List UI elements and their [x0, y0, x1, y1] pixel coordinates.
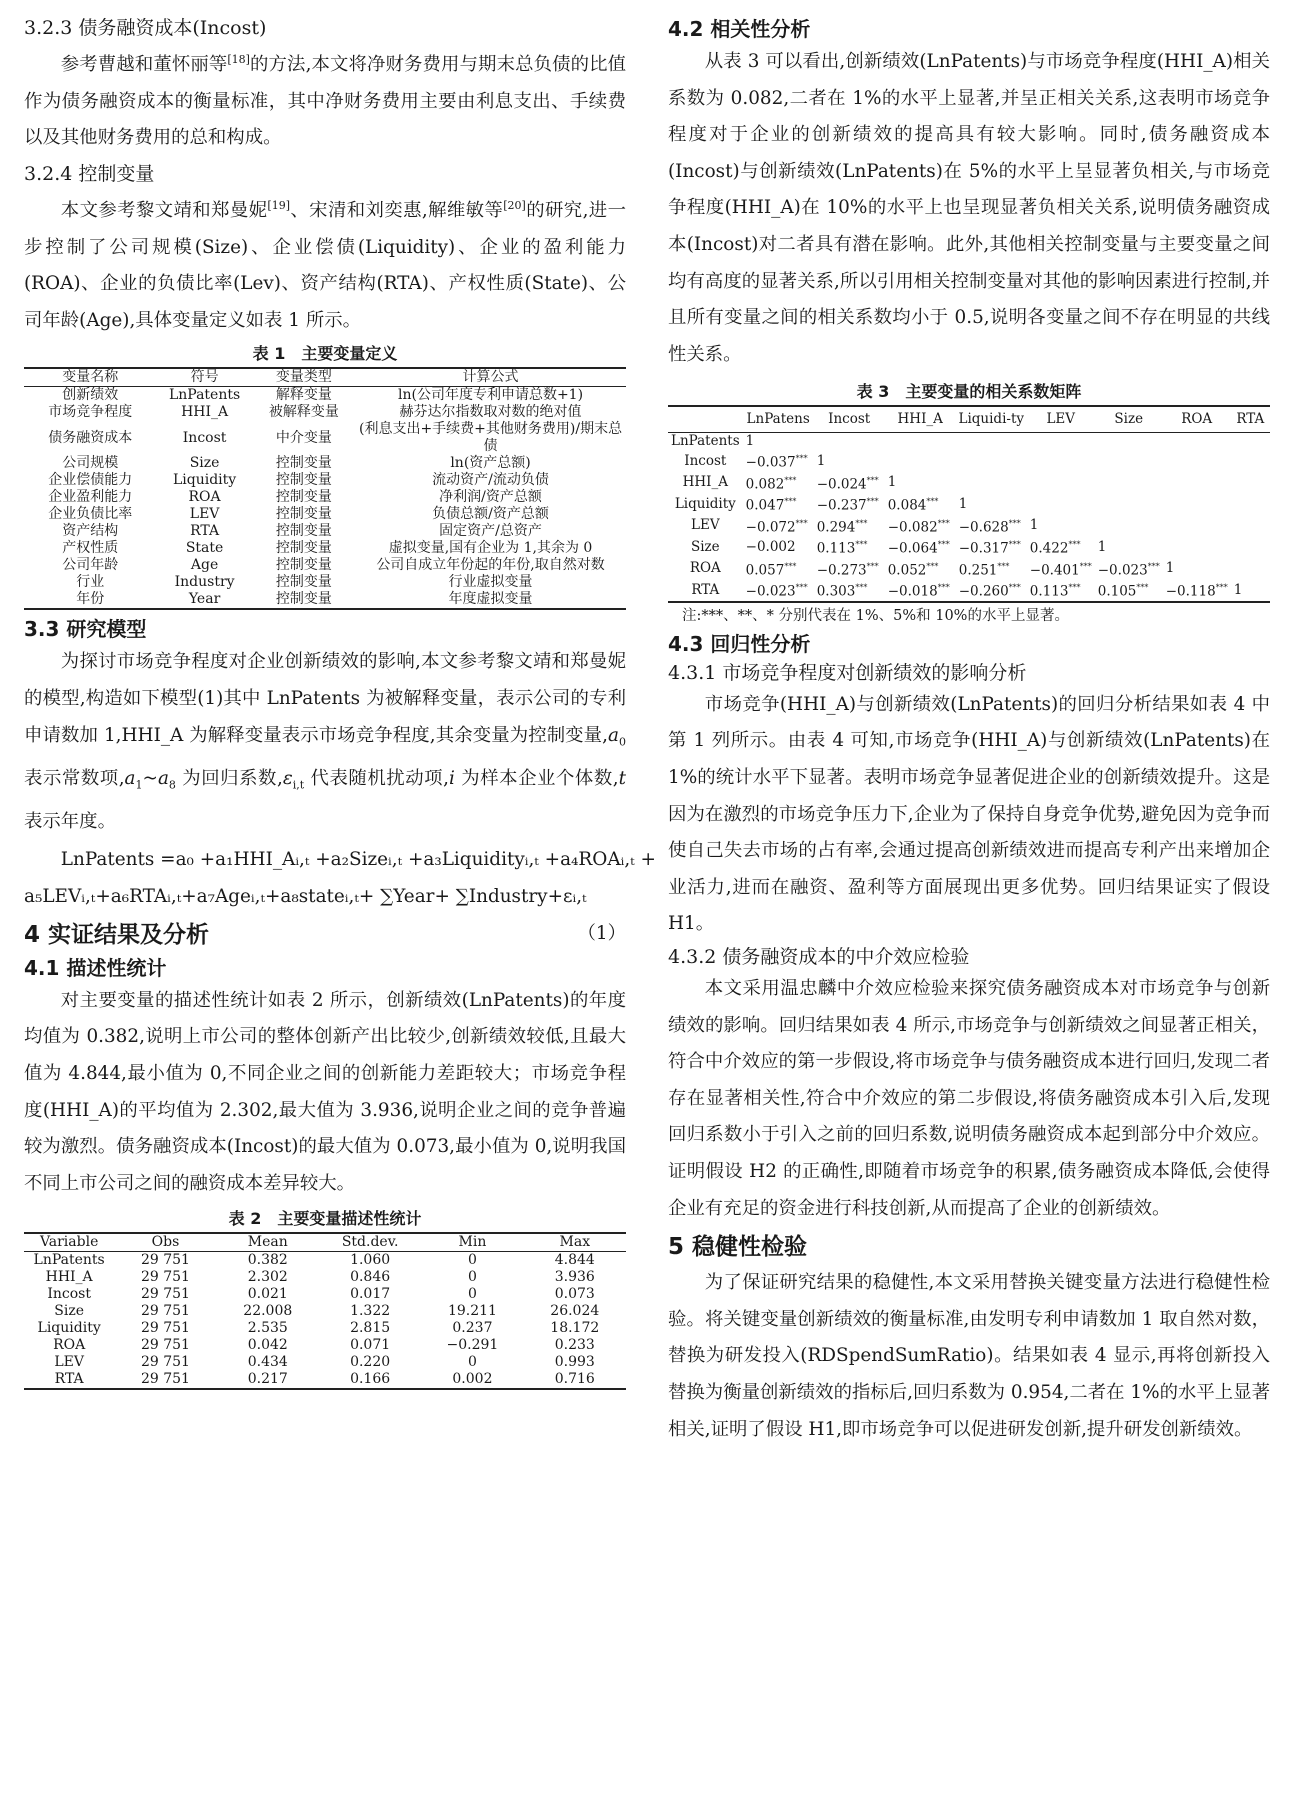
table-row — [24, 421, 626, 455]
table-row — [668, 579, 1270, 602]
table-cell: 解释变量 — [275, 387, 332, 404]
section-3-2-4-paragraph: 本文参考黎文靖和郑曼妮[19]、宋清和刘奕惠,解维敏等[20]的研究,进一步控制了公司规模(Size)、企业偿债(Liquidity)、企业的盈利能力(ROA)、企业的负债比率(Lev)、资产结构(RTA)、产权性质(State)、公司年龄(Age),具体变量定义如表 1 所示。 — [24, 198, 626, 331]
section-4-2-title: 4.2 相关性分析 — [668, 17, 811, 41]
table-cell: 公司年龄 — [62, 557, 119, 574]
table-cell — [1095, 450, 1163, 472]
section-4-1-paragraph: 对主要变量的描述性统计如表 2 所示，创新绩效(LnPatents)的年度均值为 0.382,说明上市公司的整体创新产出比较少,创新绩效较低,且最大值为 4.844,最小值为 0,不同企业之间的创新能力差距较大；市场竞争程度(HHI_A)的平均值为 2.302,最大值为 3.936,说明企业之间的竞争普遍较为激烈。债务融资成本(Incost)的最大值为 0.073,最小值为 0,说明我国不同上市公司之间的融资成本差异较大。 — [24, 989, 626, 1194]
table-header-cell: 符号 — [156, 368, 252, 387]
table-header-cell: Max — [524, 1233, 626, 1252]
table-header-cell: Mean — [217, 1233, 319, 1252]
table-cell: 控制变量 — [275, 455, 332, 472]
table-row — [24, 523, 626, 540]
table-cell: 公司规模 — [62, 455, 119, 472]
table-cell: 企业偿债能力 — [48, 472, 133, 489]
table-cell: 0.217 — [247, 1371, 288, 1388]
table-3-note: 注:***、**、* 分别代表在 1%、5%和 10%的水平上显著。 — [682, 607, 1069, 624]
table-row — [24, 1303, 626, 1320]
table-3 — [668, 405, 1270, 603]
table-header-cell: Min — [421, 1233, 523, 1252]
section-5-title: 5 稳健性检验 — [668, 1234, 808, 1261]
table-cell: 26.024 — [550, 1303, 600, 1320]
table-cell — [1231, 472, 1270, 494]
table-cell: 0.071 — [350, 1337, 391, 1354]
table-cell — [956, 472, 1027, 494]
table-cell: ln(资产总额) — [450, 455, 531, 472]
table-cell — [1027, 493, 1095, 515]
table-cell: 19.211 — [447, 1303, 497, 1320]
table-cell: 0.047*** — [745, 497, 797, 514]
table-row — [668, 558, 1270, 580]
table-row — [24, 1371, 626, 1389]
table-cell — [1027, 433, 1095, 451]
table-cell — [1095, 472, 1163, 494]
table-header-cell: 变量类型 — [253, 368, 355, 387]
table-row — [24, 506, 626, 523]
table-cell: 0.237 — [452, 1320, 493, 1337]
table-1 — [24, 367, 626, 610]
table-cell: −0.628*** — [958, 518, 1021, 536]
table-cell — [1095, 515, 1163, 537]
section-3-3-title: 3.3 研究模型 — [24, 617, 147, 642]
table-3-caption: 表 3 主要变量的相关系数矩阵 — [856, 382, 1082, 402]
table-cell: ln(公司年度专利申请总数+1) — [398, 387, 584, 404]
table-cell: 0.057*** — [745, 561, 797, 579]
table-cell: LEV — [189, 506, 220, 523]
table-row — [668, 493, 1270, 515]
table-cell: 2.302 — [247, 1269, 288, 1286]
table-cell: −0.401*** — [1029, 561, 1092, 579]
table-cell: 0.716 — [554, 1371, 595, 1388]
table-cell — [814, 433, 885, 451]
table-cell: 0 — [467, 1269, 477, 1286]
table-cell: RTA — [691, 581, 720, 598]
table-cell: HHI_A — [181, 404, 229, 421]
table-header-cell: ROA — [1163, 406, 1231, 433]
table-cell: 年度虚拟变量 — [448, 591, 533, 608]
table-row — [24, 591, 626, 609]
right-column — [668, 14, 1270, 1448]
table-cell: (利息支出+手续费+其他财务费用)/期末总债 — [358, 421, 623, 455]
table-cell: 净利润/资产总额 — [439, 489, 542, 506]
table-cell: 0.233 — [554, 1337, 595, 1354]
table-cell: 0.294*** — [816, 518, 868, 536]
table-cell — [1163, 433, 1231, 451]
table-cell: Industry — [174, 574, 235, 591]
table-cell: HHI_A — [45, 1269, 93, 1286]
section-4-3-title: 4.3 回归性分析 — [668, 631, 811, 656]
table-cell: 0.017 — [350, 1286, 391, 1303]
table-row — [668, 515, 1270, 537]
table-row — [668, 433, 1270, 451]
table-cell — [1163, 536, 1231, 558]
section-4-1-title: 4.1 描述性统计 — [24, 955, 167, 980]
table-cell: 行业 — [76, 574, 105, 591]
table-cell: 1 — [1233, 581, 1243, 598]
table-cell — [1231, 450, 1270, 472]
table-cell — [1231, 536, 1270, 558]
table-row — [24, 1337, 626, 1354]
table-cell: LEV — [54, 1354, 84, 1371]
table-header-cell: 计算公式 — [355, 368, 626, 387]
table-cell: 0.422*** — [1029, 540, 1081, 557]
table-cell: 0.084*** — [887, 497, 939, 514]
table-row — [24, 489, 626, 506]
table-cell: −0.037*** — [745, 454, 808, 471]
table-cell: Size — [54, 1303, 85, 1320]
table-cell: 0.434 — [247, 1354, 288, 1371]
table-header-cell: LnPatens — [743, 406, 814, 433]
table-cell — [1231, 493, 1270, 515]
table-cell — [1027, 472, 1095, 494]
table-cell: LEV — [691, 517, 720, 534]
table-cell — [885, 433, 956, 451]
table-cell: 公司自成立年份起的年份,取自然对数 — [376, 557, 605, 574]
table-cell: 企业负债比率 — [48, 506, 133, 523]
table-cell — [1027, 450, 1095, 472]
table-cell: 0.113*** — [816, 540, 868, 557]
table-cell: 控制变量 — [275, 591, 332, 608]
table-cell: 1 — [1097, 538, 1107, 555]
section-4-title: 4 实证结果及分析 — [24, 921, 210, 948]
table-row — [24, 1286, 626, 1303]
table-cell — [956, 450, 1027, 472]
table-cell: 1 — [816, 452, 826, 469]
table-cell: 控制变量 — [275, 540, 332, 557]
table-cell: 控制变量 — [275, 574, 332, 591]
table-cell: 流动资产/流动负债 — [432, 472, 549, 489]
table-cell: 1 — [958, 495, 968, 512]
table-cell: 固定资产/总资产 — [439, 523, 542, 540]
table-cell: 22.008 — [243, 1303, 293, 1320]
table-row — [24, 472, 626, 489]
table-cell: 3.936 — [554, 1269, 595, 1286]
table-cell: 2.535 — [247, 1320, 288, 1337]
table-cell: 0.021 — [247, 1286, 288, 1303]
table-cell: 1.060 — [350, 1252, 391, 1269]
table-cell: 0.220 — [350, 1354, 391, 1371]
table-cell — [1095, 433, 1163, 451]
table-cell — [1231, 433, 1270, 451]
table-header-cell: Liquidi-ty — [956, 406, 1027, 433]
table-cell — [1163, 450, 1231, 472]
section-4-3-1-paragraph: 市场竞争(HHI_A)与创新绩效(LnPatents)的回归分析结果如表 4 中第 1 列所示。由表 4 可知,市场竞争(HHI_A)与创新绩效(LnPatents)在 1%的统计水平下显著。表明市场竞争显著促进企业的创新绩效提升。这是因为在激烈的市场竞争压力下,企业为了保持自身竞争优势,避免因为竞争而使自己失去市场的占有率,会通过提高创新绩效进而提高专利产出来增加企业活力,进而在融资、盈利等方面展现出更多优势。回归结果证实了假设 H1。 — [668, 693, 1270, 935]
table-cell: 1 — [887, 474, 897, 491]
table-cell: 1.322 — [350, 1303, 391, 1320]
table-cell: 负债总额/资产总额 — [432, 506, 549, 523]
table-cell: 控制变量 — [275, 523, 332, 540]
table-cell: 产权性质 — [62, 540, 119, 557]
table-cell: ROA — [689, 560, 721, 577]
table-header-cell: Incost — [814, 406, 885, 433]
table-row — [24, 1252, 626, 1270]
table-header-cell — [668, 406, 743, 433]
table-cell: 1 — [1029, 517, 1039, 534]
table-header-cell: LEV — [1027, 406, 1095, 433]
table-cell: 市场竞争程度 — [48, 404, 133, 421]
formula-number: （1） — [577, 922, 626, 944]
table-cell: −0.072*** — [745, 518, 808, 536]
table-cell: −0.064*** — [887, 540, 950, 557]
table-cell: 控制变量 — [275, 489, 332, 506]
table-cell: 虚拟变量,国有企业为 1,其余为 0 — [388, 540, 593, 557]
table-cell — [1231, 558, 1270, 580]
table-cell: Incost — [182, 429, 227, 446]
table-cell: 0.105*** — [1097, 583, 1149, 600]
table-cell — [1163, 493, 1231, 515]
table-cell — [1095, 493, 1163, 515]
table-cell: 0 — [467, 1286, 477, 1303]
table-cell: 0.052*** — [887, 561, 939, 579]
table-cell: ROA — [53, 1337, 86, 1354]
table-cell: 4.844 — [554, 1252, 595, 1269]
table-cell: 29 751 — [140, 1286, 190, 1303]
table-cell: 年份 — [76, 591, 105, 608]
table-cell: Size — [690, 538, 720, 555]
section-3-2-4-title: 3.2.4 控制变量 — [24, 162, 155, 185]
table-header-cell: HHI_A — [885, 406, 956, 433]
left-column — [24, 14, 656, 1390]
section-3-3-paragraph: 为探讨市场竞争程度对企业创新绩效的影响,本文参考黎文靖和郑曼妮的模型,构造如下模型(1)其中 LnPatents 为被解释变量，表示公司的专利申请数加 1,HHI_A 为解释变量表示市场竞争程度,其余变量为控制变量$,a_0$ 表示常数项$,a_1\sim a_8$ 为回归系数$,\varepsilon_{i,t}$ 代表随机扰动项,i 为样本企业个体数,t 表示年度。 — [24, 651, 626, 833]
table-cell: 29 751 — [140, 1252, 190, 1269]
table-cell: −0.291 — [446, 1337, 499, 1354]
table-cell: 1 — [745, 433, 755, 450]
table-row — [24, 404, 626, 421]
table-cell: 29 751 — [140, 1269, 190, 1286]
model-formula-line-1: LnPatents =a₀ +a₁HHI_Aᵢ,ₜ +a₂Sizeᵢ,ₜ +a₃Liquidityᵢ,ₜ +a₄ROAᵢ,ₜ + — [60, 848, 656, 870]
table-cell: 被解释变量 — [268, 404, 339, 421]
table-cell: 赫芬达尔指数取对数的绝对值 — [399, 404, 582, 421]
section-3-2-3-title: 3.2.3 债务融资成本(Incost) — [24, 17, 267, 39]
table-cell: Incost — [47, 1286, 91, 1303]
table-header-cell: Variable — [24, 1233, 114, 1252]
table-row — [24, 540, 626, 557]
table-cell: 0.251*** — [958, 561, 1010, 579]
table-cell: Age — [190, 557, 219, 574]
table-cell: LnPatents — [168, 387, 241, 404]
table-header-cell: Std.dev. — [319, 1233, 421, 1252]
table-row — [24, 1354, 626, 1371]
table-cell: −0.118*** — [1165, 583, 1228, 600]
table-row — [668, 450, 1270, 472]
table-cell: −0.002 — [745, 538, 796, 555]
table-2-caption: 表 2 主要变量描述性统计 — [228, 1209, 422, 1229]
table-cell: 0.113*** — [1029, 583, 1081, 600]
table-cell: ROA — [188, 489, 221, 506]
table-row — [668, 536, 1270, 558]
table-row — [24, 557, 626, 574]
table-row — [24, 387, 626, 405]
table-cell: Year — [188, 591, 221, 608]
table-cell: 控制变量 — [275, 557, 332, 574]
table-cell — [885, 450, 956, 472]
table-cell: −0.023*** — [745, 583, 808, 600]
table-cell: 企业盈利能力 — [48, 489, 133, 506]
table-cell: 0.166 — [350, 1371, 391, 1388]
table-cell: 0 — [467, 1252, 477, 1269]
section-5-paragraph: 为了保证研究结果的稳健性,本文采用替换关键变量方法进行稳健性检验。将关键变量创新绩效的衡量标准,由发明专利申请数加 1 取自然对数，替换为研发投入(RDSpendSumRatio)。结果如表 4 显示,再将创新投入替换为衡量创新绩效的指标后,回归系数为 0.954,二者在 1%的水平上显著相关,证明了假设 H1,即市场竞争可以促进研发创新,提升研发创新绩效。 — [668, 1272, 1270, 1440]
table-cell: 29 751 — [140, 1337, 190, 1354]
table-cell: 29 751 — [140, 1303, 190, 1320]
table-cell: 债务融资成本 — [48, 429, 133, 446]
table-cell: 29 751 — [140, 1354, 190, 1371]
table-cell: LnPatents — [33, 1252, 105, 1269]
table-cell: −0.024*** — [816, 475, 879, 493]
table-row — [24, 1269, 626, 1286]
table-cell: Liquidity — [674, 495, 736, 512]
table-header-cell: Size — [1095, 406, 1163, 433]
table-cell: 0 — [467, 1354, 477, 1371]
table-cell: 0.303*** — [816, 583, 868, 600]
table-cell: −0.260*** — [958, 583, 1021, 600]
table-cell: LnPatents — [671, 433, 740, 450]
table-cell: 控制变量 — [275, 472, 332, 489]
table-2 — [24, 1232, 626, 1390]
section-4-3-2-paragraph: 本文采用温忠麟中介效应检验来探究债务融资成本对市场竞争与创新绩效的影响。回归结果如表 4 所示,市场竞争与创新绩效之间显著正相关，符合中介效应的第一步假设,将市场竞争与债务融资成本进行回归,发现二者存在显著相关性,符合中介效应的第二步假设,将债务融资成本引入后,发现回归系数小于引入之前的回归系数,说明债务融资成本起到部分中介效应。证明假设 H2 的正确性,即随着市场竞争的积累,债务融资成本降低,会使得企业有充足的资金进行科技创新,从而提高了企业的创新绩效。 — [668, 978, 1270, 1219]
table-cell: 0.382 — [247, 1252, 288, 1269]
table-cell: 控制变量 — [275, 506, 332, 523]
table-header-cell: Obs — [114, 1233, 216, 1252]
table-row — [668, 472, 1270, 494]
table-cell: 行业虚拟变量 — [448, 574, 533, 591]
table-cell: 29 751 — [140, 1320, 190, 1337]
table-cell: 中介变量 — [275, 429, 332, 446]
table-header-cell: RTA — [1231, 406, 1270, 433]
table-cell: 0.073 — [554, 1286, 595, 1303]
table-row — [24, 1320, 626, 1337]
model-formula-line-2: a₅LEVᵢ,ₜ+a₆RTAᵢ,ₜ+a₇Ageᵢ,ₜ+a₈stateᵢ,ₜ+ ∑Year+ ∑Industry+εᵢ,ₜ （1） — [24, 878, 626, 915]
section-4-2-paragraph: 从表 3 可以看出,创新绩效(LnPatents)与市场竞争程度(HHI_A)相关系数为 0.082,二者在 1%的水平上显著,并呈正相关关系,这表明市场竞争程度对于企业的创新绩效的提高具有较大影响。同时,债务融资成本(Incost)与创新绩效(LnPatents)在 5%的水平上呈显著负相关,与市场竞争程度(HHI_A)在 10%的水平上也呈现显著负相关关系,说明债务融资成本(Incost)对二者具有潜在影响。此外,其他相关控制变量与主要变量之间均有高度的显著关系,所以引用相关控制变量对其他的影响因素进行控制,并且所有变量之间的相关系数均小于 0.5,说明各变量之间不存在明显的共线性关系。 — [668, 51, 1270, 365]
section-4-3-1-title: 4.3.1 市场竞争程度对创新绩效的影响分析 — [668, 661, 1027, 684]
table-cell: −0.023*** — [1097, 561, 1160, 579]
table-1-caption: 表 1 主要变量定义 — [252, 344, 398, 364]
table-cell — [956, 433, 1027, 451]
table-cell: 1 — [1165, 560, 1175, 577]
table-cell: State — [185, 540, 224, 557]
table-cell: 18.172 — [550, 1320, 600, 1337]
table-cell: 2.815 — [350, 1320, 391, 1337]
table-cell: RTA — [190, 523, 220, 540]
table-cell: −0.317*** — [958, 540, 1021, 557]
table-cell: −0.237*** — [816, 497, 879, 514]
table-cell — [1163, 515, 1231, 537]
table-cell: HHI_A — [682, 474, 729, 491]
table-cell: 0.846 — [350, 1269, 391, 1286]
table-cell: 0.082*** — [745, 475, 797, 493]
table-cell: −0.082*** — [887, 518, 950, 536]
table-cell: 29 751 — [140, 1371, 190, 1388]
table-cell: Size — [189, 455, 220, 472]
table-cell: Incost — [684, 452, 727, 469]
table-header-cell: 变量名称 — [24, 368, 156, 387]
table-cell — [1231, 515, 1270, 537]
table-cell: 0.042 — [247, 1337, 288, 1354]
table-cell: −0.273*** — [816, 561, 879, 579]
table-cell: RTA — [54, 1371, 84, 1388]
table-row — [24, 574, 626, 591]
table-cell: 创新绩效 — [62, 387, 119, 404]
table-cell: −0.018*** — [887, 583, 950, 600]
section-4-3-2-title: 4.3.2 债务融资成本的中介效应检验 — [668, 946, 970, 968]
table-cell: Liquidity — [37, 1320, 101, 1337]
table-cell — [1163, 472, 1231, 494]
table-row — [24, 455, 626, 472]
table-cell: Liquidity — [172, 472, 237, 489]
section-3-2-3-paragraph: 参考曹越和董怀丽等[18]的方法,本文将净财务费用与期末总负债的比值作为债务融资成本的衡量标准，其中净财务费用主要由利息支出、手续费以及其他财务费用的总和构成。 — [24, 53, 626, 149]
table-cell: 0.002 — [452, 1371, 493, 1388]
table-cell: 0.993 — [554, 1354, 595, 1371]
table-cell: 资产结构 — [62, 523, 119, 540]
